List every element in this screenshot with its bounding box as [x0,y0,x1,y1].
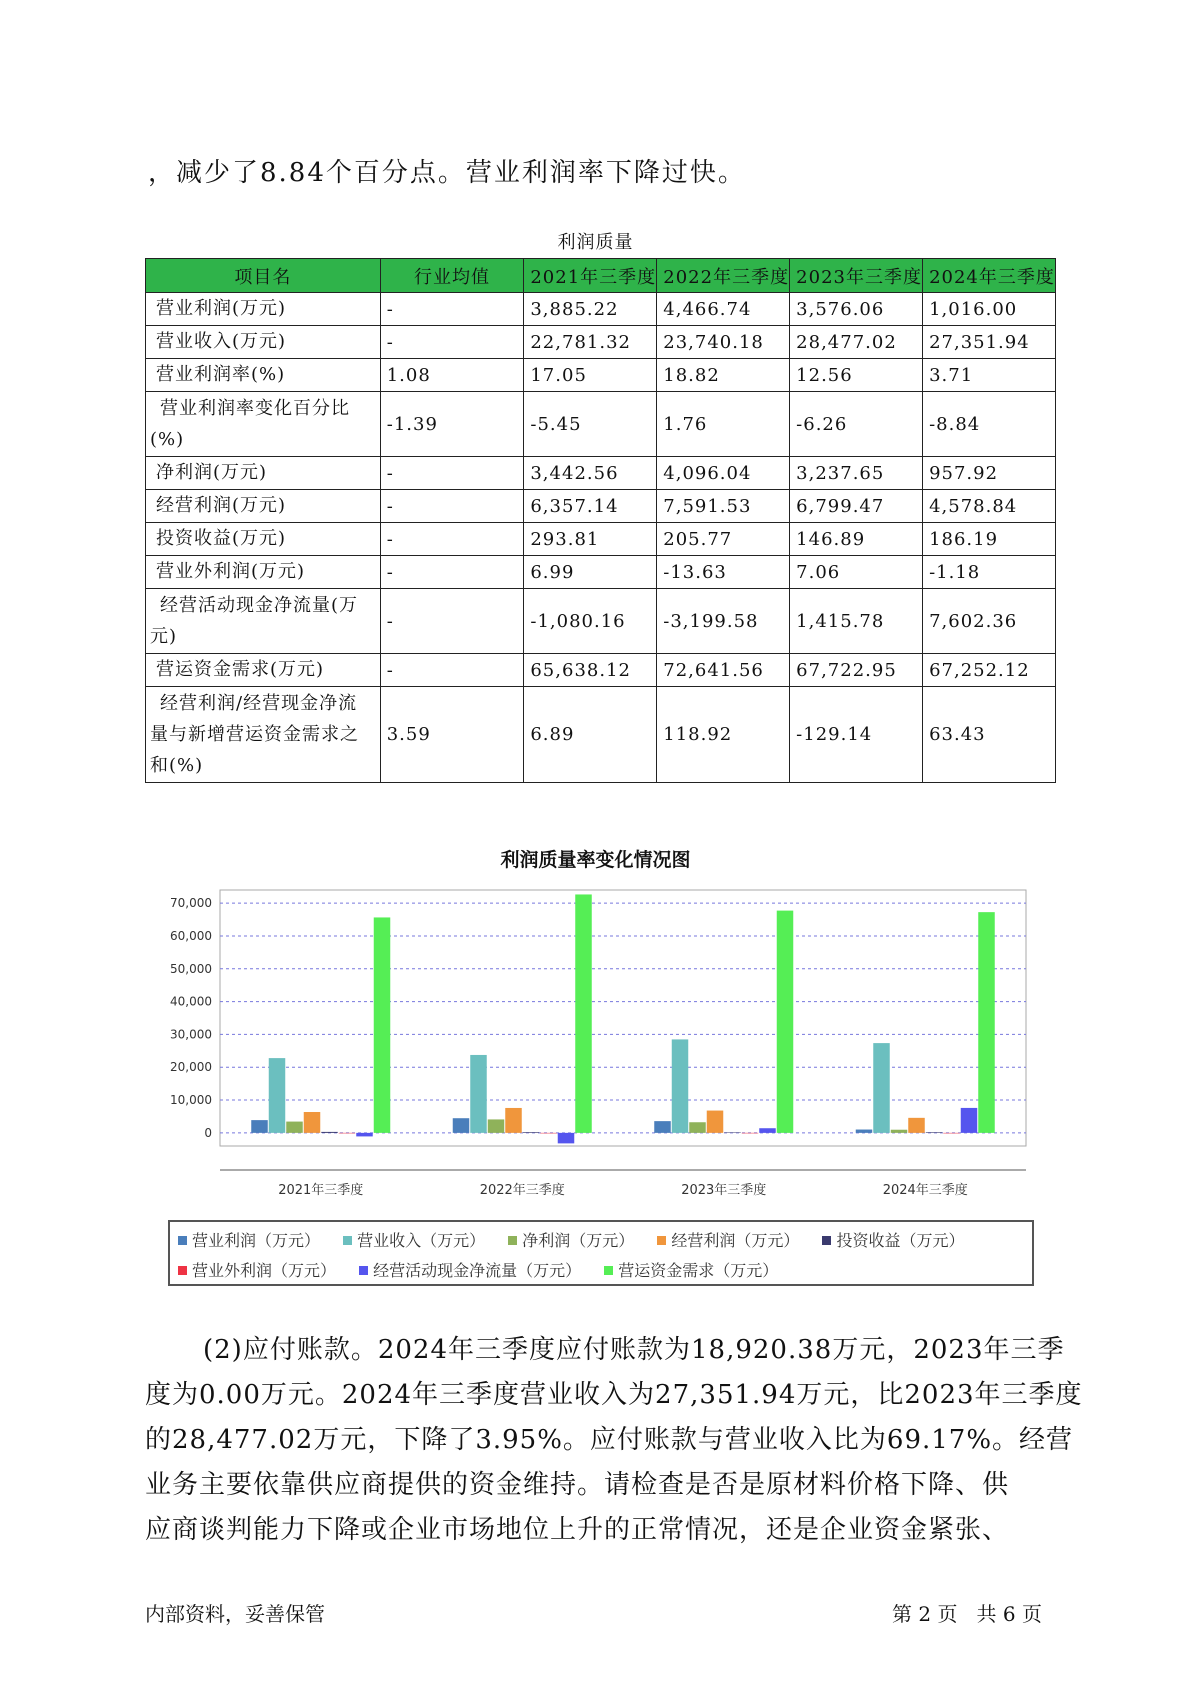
table-cell: 118.92 [657,687,790,783]
legend-swatch [508,1236,517,1245]
row-label: 净利润(万元) [146,457,381,490]
table-cell: 22,781.32 [524,326,657,359]
bar [742,1133,759,1134]
table-cell: 28,477.02 [790,326,923,359]
table-cell: 1,016.00 [923,293,1056,326]
table-caption: 利润质量 [557,232,634,253]
y-tick-label: 20,000 [170,1060,212,1075]
table-cell: 3,442.56 [524,457,657,490]
table-cell: 7,602.36 [923,589,1056,654]
table-cell: - [380,490,524,523]
table-cell: -8.84 [923,392,1056,457]
legend-item [604,1258,778,1281]
paragraph-line: 度为0.00万元。2024年三季度营业收入为27,351.94万元，比2023年三季度 [145,1380,1083,1410]
legend-swatch [822,1236,831,1245]
table-cell: 63.43 [923,687,1056,783]
table-cell: 67,252.12 [923,654,1056,687]
table-row [146,457,1056,490]
table-cell: - [380,654,524,687]
row-label: 经营利润(万元) [146,490,381,523]
table-row [146,326,1056,359]
header-2023q3: 2023年三季度 [790,259,923,293]
x-tick-label: 2024年三季度 [882,1183,968,1198]
bar [759,1128,776,1133]
table-cell: 1,415.78 [790,589,923,654]
legend-swatch [178,1266,187,1275]
y-tick-label: 70,000 [170,896,212,911]
table-cell: - [380,457,524,490]
bar [523,1132,540,1133]
table-cell: -1.18 [923,556,1056,589]
footer-confidential: 内部资料，妥善保管 [145,1602,325,1626]
table-cell: 72,641.56 [657,654,790,687]
paragraph-line: (2)应付账款。2024年三季度应付账款为18,920.38万元，2023年三季 [203,1335,1065,1365]
table-cell: 3.71 [923,359,1056,392]
bar [488,1119,505,1132]
bar [943,1133,960,1134]
table-cell: -6.26 [790,392,923,457]
legend-label: 净利润（万元） [522,1231,635,1250]
table-header-row [146,259,1056,293]
bar [286,1122,303,1133]
table-cell: 12.56 [790,359,923,392]
row-label: 营业利润率(%) [146,359,381,392]
row-label: 营业利润率变化百分比(%) [146,392,381,457]
legend-swatch [359,1266,368,1275]
bar [251,1120,268,1133]
table-cell: -13.63 [657,556,790,589]
row-label: 经营利润/经营现金净流量与新增营运资金需求之和(%) [146,687,381,783]
table-cell: 186.19 [923,523,1056,556]
table-cell: 957.92 [923,457,1056,490]
row-label: 营业外利润(万元) [146,556,381,589]
table-cell: -1,080.16 [524,589,657,654]
paragraph-line: 的28,477.02万元，下降了3.95%。应付账款与营业收入比为69.17%。经营 [145,1425,1074,1455]
legend-label: 经营活动现金净流量（万元） [373,1261,582,1280]
table-cell: 3.59 [380,687,524,783]
page-number: 2 [918,1602,932,1626]
table-cell: 6.89 [524,687,657,783]
bar [961,1108,978,1133]
bar [269,1058,286,1133]
table-cell: 4,466.74 [657,293,790,326]
table-cell: 17.05 [524,359,657,392]
legend-label: 营业收入（万元） [357,1231,486,1250]
bar [978,912,995,1133]
table-row [146,687,1056,783]
bar [453,1118,470,1133]
table-row [146,654,1056,687]
bar [707,1111,724,1133]
table-row [146,523,1056,556]
bar [856,1130,873,1133]
legend-swatch [178,1236,187,1245]
bar [558,1133,575,1144]
x-tick-label: 2021年三季度 [278,1183,364,1198]
paragraph-line: 业务主要依靠供应商提供的资金维持。请检查是否是原材料价格下降、供 [145,1470,1010,1500]
row-label: 营业利润(万元) [146,293,381,326]
legend-item [178,1228,320,1251]
table-cell: 1.08 [380,359,524,392]
table-cell: - [380,523,524,556]
bar [339,1133,356,1134]
y-tick-label: 10,000 [170,1093,212,1108]
table-cell: -1.39 [380,392,524,457]
page-label-prefix: 第 [892,1602,912,1626]
legend-item [343,1228,485,1251]
table-cell: 293.81 [524,523,657,556]
y-tick-label: 30,000 [170,1027,212,1042]
bar [575,894,592,1132]
legend-label: 营运资金需求（万元） [618,1261,779,1280]
legend-item [359,1258,581,1281]
header-2022q3: 2022年三季度 [657,259,790,293]
total-pages: 6 [1002,1602,1016,1626]
table-row [146,392,1056,457]
table-cell: -5.45 [524,392,657,457]
row-label: 营运资金需求(万元) [146,654,381,687]
plot-area [220,890,1026,1146]
legend-label: 营业利润（万元） [192,1231,321,1250]
y-tick-label: 50,000 [170,961,212,976]
y-tick-label: 40,000 [170,994,212,1009]
table-cell: 4,096.04 [657,457,790,490]
table-cell: 6.99 [524,556,657,589]
table-cell: 3,885.22 [524,293,657,326]
bar [356,1133,373,1137]
bar [891,1130,908,1133]
table-cell: - [380,326,524,359]
table-cell: 205.77 [657,523,790,556]
profit-quality-table [145,258,1056,783]
page-label-suffix: 页 [937,1602,958,1626]
body-paragraph [145,1328,1083,1553]
table-cell: - [380,589,524,654]
legend-swatch [604,1266,613,1275]
header-2024q3: 2024年三季度 [923,259,1056,293]
bar [505,1108,522,1133]
row-label: 投资收益(万元) [146,523,381,556]
paragraph-line: 应商谈判能力下降或企业市场地位上升的正常情况，还是企业资金紧张、 [145,1515,1010,1545]
table-cell: 1.76 [657,392,790,457]
footer-page-info [892,1598,1042,1627]
chart-title: 利润质量率变化情况图 [500,849,691,871]
y-tick-label: 0 [204,1125,212,1140]
bar [540,1133,557,1134]
table-cell: 27,351.94 [923,326,1056,359]
table-cell: 23,740.18 [657,326,790,359]
intro-line: ，减少了8.84个百分点。营业利润率下降过快。 [148,158,746,188]
table-cell: - [380,293,524,326]
legend-item [822,1228,964,1251]
legend-swatch [657,1236,666,1245]
bar [654,1121,671,1133]
bar [926,1132,943,1133]
header-industry-avg: 行业均值 [380,259,524,293]
legend-label: 经营利润（万元） [671,1231,800,1250]
table-cell: 3,237.65 [790,457,923,490]
legend-item [657,1228,799,1251]
table-row [146,556,1056,589]
bar [908,1118,925,1133]
bar [304,1112,321,1133]
table-cell: 6,799.47 [790,490,923,523]
table-cell: 67,722.95 [790,654,923,687]
row-label: 经营活动现金净流量(万元) [146,589,381,654]
legend-swatch [343,1236,352,1245]
header-2021q3: 2021年三季度 [524,259,657,293]
legend-item [508,1228,634,1251]
table-row [146,490,1056,523]
legend-label: 投资收益（万元） [836,1231,965,1250]
legend-label: 营业外利润（万元） [192,1261,337,1280]
bar [374,917,391,1132]
table-cell: 18.82 [657,359,790,392]
bar [689,1122,706,1133]
table-row [146,359,1056,392]
legend-item [178,1258,336,1281]
table-cell: 4,578.84 [923,490,1056,523]
table-cell: 7,591.53 [657,490,790,523]
chart-legend [168,1220,1034,1286]
table-cell: -129.14 [790,687,923,783]
table-cell: - [380,556,524,589]
total-label-prefix: 共 [976,1602,997,1626]
bar [777,911,794,1133]
x-tick-label: 2023年三季度 [681,1183,767,1198]
row-label: 营业收入(万元) [146,326,381,359]
bar [470,1055,487,1133]
total-label-suffix: 页 [1021,1602,1042,1626]
x-tick-label: 2022年三季度 [479,1183,565,1198]
y-tick-label: 60,000 [170,928,212,943]
bar [873,1043,890,1133]
bar [321,1132,338,1133]
table-row [146,293,1056,326]
table-cell: 3,576.06 [790,293,923,326]
bar [724,1132,741,1133]
table-cell: 146.89 [790,523,923,556]
table-row [146,589,1056,654]
table-cell: 6,357.14 [524,490,657,523]
bar [672,1039,689,1132]
header-item-name: 项目名 [146,259,381,293]
table-cell: 7.06 [790,556,923,589]
bar-chart [160,880,1030,1210]
table-cell: 65,638.12 [524,654,657,687]
table-cell: -3,199.58 [657,589,790,654]
